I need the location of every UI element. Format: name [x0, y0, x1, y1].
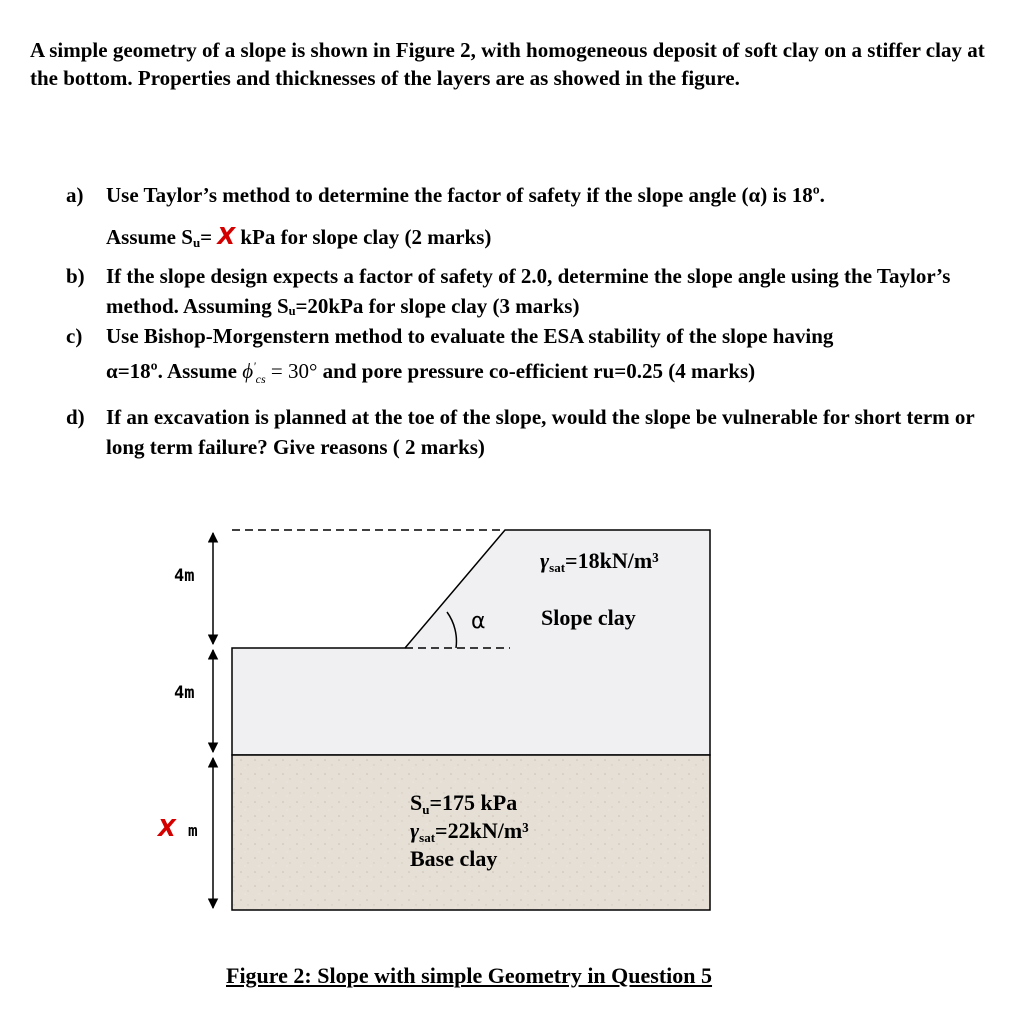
question-c-tail: and pore pressure co-efficient ru=0.25 (4 marks): [317, 359, 756, 383]
alpha-label: α: [471, 609, 486, 634]
base-clay-label: Base clay: [410, 846, 498, 871]
question-d-text: If an excavation is planned at the toe of the slope, would the slope be vulnerable for short term or long term failure? Give reasons ( 2 marks): [106, 405, 975, 460]
question-b-letter: b): [66, 264, 85, 288]
base-su-label: Su=175 kPa: [410, 790, 518, 817]
dim-label-bottom-unit: m: [188, 821, 198, 840]
question-a-line1: Use Taylor’s method to determine the factor of safety if the slope angle (α) is 18º.: [106, 183, 825, 207]
question-c-line1: Use Bishop-Morgenstern method to evaluate the ESA stability of the slope having: [106, 324, 834, 348]
question-a-equals: =: [200, 225, 218, 249]
question-d-letter: d): [66, 405, 85, 430]
question-a-subscript: u: [192, 235, 201, 250]
question-a-tail: kPa for slope clay (2 marks): [235, 225, 492, 249]
question-a-assume: Assume S: [106, 225, 193, 249]
question-c-assume: α=18º. Assume: [106, 359, 243, 383]
dim-label-mid: 4m: [174, 683, 195, 703]
question-a-letter: a): [66, 183, 84, 207]
intro-paragraph: A simple geometry of a slope is shown in Figure 2, with homogeneous deposit of soft clay on a stiffer clay at the bottom. Properties and thicknesses of the layers are as showed in the figure.: [30, 38, 985, 90]
dim-label-bottom-var: X: [158, 816, 176, 842]
figure-caption: Figure 2: Slope with simple Geometry in Question 5: [226, 963, 713, 988]
question-c-letter: c): [66, 324, 83, 348]
slope-gamma-label: γsat=18kN/m³: [540, 548, 659, 575]
slope-clay-label: Slope clay: [541, 605, 636, 630]
base-gamma-label: γsat=22kN/m³: [410, 818, 529, 845]
question-b-text: If the slope design expects a factor of safety of 2.0, determine the slope angle using the Taylor’s method. Assuming Sᵤ=20kPa for slope clay (3 marks): [106, 264, 951, 318]
phi-cs-symbol: $\phi'_{cs}$: [242, 359, 266, 387]
variable-x: X: [217, 224, 236, 250]
phi-cs-value: = 30°: [265, 359, 318, 383]
dim-label-top: 4m: [174, 566, 195, 586]
